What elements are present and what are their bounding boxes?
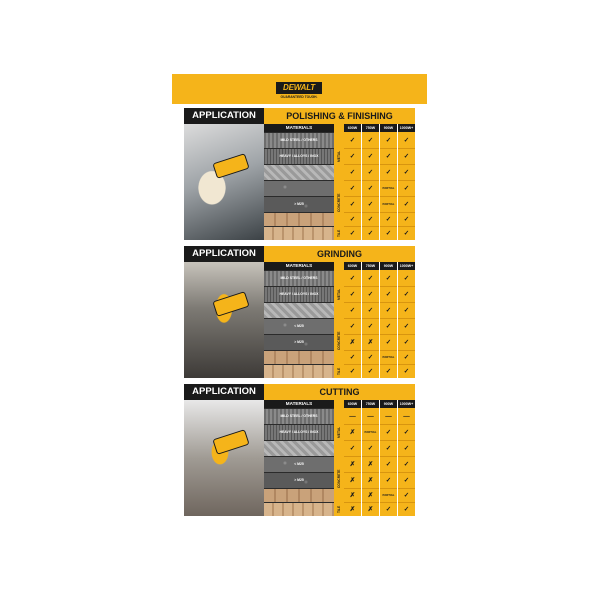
angle-grinder-icon bbox=[212, 153, 249, 179]
cell-divider bbox=[398, 364, 415, 365]
rating-cell: ✓ bbox=[403, 185, 410, 192]
rating-cell: ✓ bbox=[385, 429, 392, 436]
rating-cell: — bbox=[403, 413, 410, 420]
power-column bbox=[344, 400, 361, 516]
section-header bbox=[172, 246, 427, 262]
rating-cell: ✓ bbox=[349, 323, 356, 330]
rating-cell: ✓ bbox=[403, 230, 410, 237]
material-row bbox=[264, 473, 334, 488]
materials-column bbox=[264, 400, 334, 516]
material-label: HEAVY / ALLOYS / INOX bbox=[279, 154, 319, 158]
rating-cell: ✓ bbox=[403, 339, 410, 346]
cell-divider bbox=[398, 424, 415, 425]
cell-divider bbox=[362, 148, 379, 149]
rating-cell: ✗ bbox=[349, 461, 356, 468]
category-label: TILE bbox=[337, 505, 341, 513]
material-label bbox=[264, 365, 334, 378]
material-label bbox=[264, 213, 334, 226]
rating-cell: ✓ bbox=[403, 169, 410, 176]
brand-logo bbox=[275, 81, 323, 95]
cell-divider bbox=[344, 364, 361, 365]
cell-divider bbox=[362, 472, 379, 473]
rating-cell: — bbox=[385, 413, 392, 420]
power-header: 1000W+ bbox=[399, 126, 414, 130]
materials-column bbox=[264, 262, 334, 378]
material-label bbox=[264, 441, 334, 456]
rating-cell: ✓ bbox=[367, 169, 374, 176]
application-title: CUTTING bbox=[264, 384, 415, 400]
rating-cell: ✓ bbox=[385, 169, 392, 176]
cell-divider bbox=[380, 334, 397, 335]
cell-divider bbox=[380, 424, 397, 425]
category-label: CONCRETE bbox=[337, 193, 341, 213]
cutting-photo bbox=[184, 400, 264, 516]
material-label: HEAVY / ALLOYS / INOX bbox=[279, 292, 319, 296]
category-column bbox=[334, 400, 344, 516]
cell-divider bbox=[398, 456, 415, 457]
material-row bbox=[264, 489, 334, 502]
rating-cell: PARTIAL bbox=[382, 493, 395, 497]
cell-divider bbox=[380, 164, 397, 165]
material-label bbox=[264, 303, 334, 318]
category-label: TILE bbox=[337, 367, 341, 375]
rating-cell: ✓ bbox=[349, 201, 356, 208]
rating-cell: ✓ bbox=[403, 137, 410, 144]
cell-divider bbox=[398, 318, 415, 319]
power-column bbox=[344, 124, 361, 240]
cell-divider bbox=[398, 164, 415, 165]
category-label: METAL bbox=[337, 426, 341, 439]
rating-cell: ✓ bbox=[367, 445, 374, 452]
rating-cell: ✓ bbox=[349, 307, 356, 314]
rating-cell: — bbox=[349, 413, 356, 420]
materials-header: MATERIALS bbox=[264, 262, 334, 270]
power-column bbox=[362, 124, 379, 240]
rating-cell: ✓ bbox=[367, 230, 374, 237]
compatibility-table bbox=[264, 400, 415, 516]
rating-cell: ✓ bbox=[403, 354, 410, 361]
angle-grinder-icon bbox=[212, 429, 249, 455]
power-header: 1000W+ bbox=[399, 402, 414, 406]
cell-divider bbox=[344, 180, 361, 181]
rating-cell: ✓ bbox=[367, 137, 374, 144]
rating-cell: ✓ bbox=[403, 216, 410, 223]
rating-cell: PARTIAL bbox=[382, 355, 395, 359]
material-label: MILD STEEL / OTHERS bbox=[280, 138, 318, 142]
material-row bbox=[264, 351, 334, 364]
material-row bbox=[264, 441, 334, 456]
material-label: < M25 bbox=[294, 324, 304, 328]
cell-divider bbox=[344, 440, 361, 441]
rating-cell: ✓ bbox=[403, 477, 410, 484]
cell-divider bbox=[344, 226, 361, 227]
rating-cell: ✓ bbox=[367, 153, 374, 160]
material-label: HEAVY / ALLOYS / INOX bbox=[279, 430, 319, 434]
cell-divider bbox=[398, 488, 415, 489]
rating-cell: ✓ bbox=[385, 368, 392, 375]
cell-divider bbox=[380, 502, 397, 503]
rating-cell: ✓ bbox=[403, 201, 410, 208]
cell-divider bbox=[398, 148, 415, 149]
power-header: 750W bbox=[362, 262, 379, 270]
cell-divider bbox=[380, 180, 397, 181]
power-header: 750W bbox=[362, 400, 379, 408]
category-column bbox=[334, 124, 344, 240]
cell-divider bbox=[398, 226, 415, 227]
rating-cell: PARTIAL bbox=[382, 186, 395, 190]
cell-divider bbox=[344, 502, 361, 503]
material-row bbox=[264, 271, 334, 286]
rating-cell: ✗ bbox=[349, 477, 356, 484]
cell-divider bbox=[344, 350, 361, 351]
cell-divider bbox=[398, 334, 415, 335]
cell-divider bbox=[380, 196, 397, 197]
rating-cell: PARTIAL bbox=[382, 202, 395, 206]
rating-cell: ✓ bbox=[367, 307, 374, 314]
angle-grinder-icon bbox=[212, 291, 249, 317]
rating-cell: ✗ bbox=[349, 339, 356, 346]
material-row bbox=[264, 457, 334, 472]
material-row bbox=[264, 133, 334, 148]
material-row bbox=[264, 181, 334, 196]
cell-divider bbox=[380, 440, 397, 441]
material-label bbox=[264, 489, 334, 502]
power-column bbox=[398, 400, 415, 516]
cell-divider bbox=[380, 226, 397, 227]
power-column bbox=[380, 400, 397, 516]
polishing-photo bbox=[184, 124, 264, 240]
cell-divider bbox=[344, 148, 361, 149]
cell-divider bbox=[380, 456, 397, 457]
material-row bbox=[264, 425, 334, 440]
rating-cell: ✗ bbox=[349, 429, 356, 436]
material-row bbox=[264, 197, 334, 212]
rating-cell: ✗ bbox=[367, 339, 374, 346]
rating-cell: ✓ bbox=[349, 216, 356, 223]
material-row bbox=[264, 503, 334, 516]
power-header: 900W bbox=[380, 400, 397, 408]
cell-divider bbox=[344, 488, 361, 489]
application-section bbox=[172, 384, 427, 519]
product-poster bbox=[172, 74, 427, 514]
cell-divider bbox=[398, 502, 415, 503]
rating-cell: ✗ bbox=[349, 506, 356, 513]
materials-header: MATERIALS bbox=[264, 124, 334, 132]
application-title: POLISHING & FINISHING bbox=[264, 108, 415, 124]
rating-cell: ✓ bbox=[403, 461, 410, 468]
rating-cell: ✓ bbox=[403, 275, 410, 282]
cell-divider bbox=[362, 334, 379, 335]
rating-cell: ✓ bbox=[367, 275, 374, 282]
rating-cell: ✗ bbox=[367, 506, 374, 513]
rating-cell: ✓ bbox=[385, 339, 392, 346]
rating-cell: ✓ bbox=[349, 354, 356, 361]
material-label bbox=[264, 181, 334, 196]
power-header: 600W bbox=[344, 400, 361, 408]
compatibility-table bbox=[264, 262, 415, 378]
material-label: MILD STEEL / OTHERS bbox=[280, 276, 318, 280]
brand-tagline: GUARANTEED TOUGH. bbox=[280, 95, 318, 99]
cell-divider bbox=[380, 350, 397, 351]
cell-divider bbox=[362, 456, 379, 457]
cell-divider bbox=[344, 196, 361, 197]
rating-cell: ✓ bbox=[403, 368, 410, 375]
power-column bbox=[380, 262, 397, 378]
rating-cell: ✓ bbox=[349, 291, 356, 298]
cell-divider bbox=[362, 180, 379, 181]
rating-cell: ✓ bbox=[403, 291, 410, 298]
material-label: < M25 bbox=[294, 462, 304, 466]
cell-divider bbox=[398, 286, 415, 287]
rating-cell: ✓ bbox=[403, 153, 410, 160]
rating-cell: ✓ bbox=[349, 153, 356, 160]
material-row bbox=[264, 213, 334, 226]
section-header bbox=[172, 108, 427, 124]
category-label: METAL bbox=[337, 150, 341, 163]
category-label: METAL bbox=[337, 288, 341, 301]
rating-cell: ✗ bbox=[349, 492, 356, 499]
material-row bbox=[264, 409, 334, 424]
material-label: > M25 bbox=[294, 202, 304, 206]
rating-cell: ✓ bbox=[385, 307, 392, 314]
material-row bbox=[264, 149, 334, 164]
cell-divider bbox=[362, 226, 379, 227]
rating-cell: ✓ bbox=[349, 275, 356, 282]
rating-cell: ✓ bbox=[367, 291, 374, 298]
brand-banner bbox=[172, 74, 427, 104]
cell-divider bbox=[398, 212, 415, 213]
category-label: TILE bbox=[337, 229, 341, 237]
rating-cell: ✓ bbox=[349, 169, 356, 176]
application-label: APPLICATION bbox=[184, 246, 264, 262]
cell-divider bbox=[380, 488, 397, 489]
category-label: CONCRETE bbox=[337, 331, 341, 351]
power-column bbox=[398, 262, 415, 378]
rating-cell: ✓ bbox=[385, 461, 392, 468]
power-header: 750W bbox=[362, 124, 379, 132]
rating-cell: ✓ bbox=[367, 201, 374, 208]
brand-logo-text: DEWALT bbox=[283, 83, 315, 92]
material-row bbox=[264, 287, 334, 302]
rating-cell: ✓ bbox=[385, 323, 392, 330]
rating-cell: ✓ bbox=[385, 275, 392, 282]
power-header: 600W bbox=[344, 124, 361, 132]
section-header bbox=[172, 384, 427, 400]
rating-cell: ✗ bbox=[367, 492, 374, 499]
cell-divider bbox=[344, 286, 361, 287]
material-label bbox=[264, 227, 334, 240]
cell-divider bbox=[398, 440, 415, 441]
application-section bbox=[172, 246, 427, 381]
power-column bbox=[344, 262, 361, 378]
category-column bbox=[334, 262, 344, 378]
rating-cell: PARTIAL bbox=[364, 430, 377, 434]
material-row bbox=[264, 365, 334, 378]
rating-cell: ✓ bbox=[403, 492, 410, 499]
cell-divider bbox=[362, 502, 379, 503]
cell-divider bbox=[398, 196, 415, 197]
material-label bbox=[264, 503, 334, 516]
power-column bbox=[380, 124, 397, 240]
cell-divider bbox=[362, 364, 379, 365]
rating-cell: ✓ bbox=[349, 185, 356, 192]
category-label: CONCRETE bbox=[337, 469, 341, 489]
cell-divider bbox=[362, 318, 379, 319]
cell-divider bbox=[380, 318, 397, 319]
cell-divider bbox=[344, 472, 361, 473]
material-label bbox=[264, 351, 334, 364]
rating-cell: ✓ bbox=[367, 354, 374, 361]
cell-divider bbox=[344, 164, 361, 165]
cell-divider bbox=[398, 302, 415, 303]
compatibility-table bbox=[264, 124, 415, 240]
power-header: 600W bbox=[344, 262, 361, 270]
cell-divider bbox=[344, 318, 361, 319]
cell-divider bbox=[362, 440, 379, 441]
rating-cell: ✓ bbox=[385, 137, 392, 144]
cell-divider bbox=[344, 212, 361, 213]
power-column bbox=[362, 400, 379, 516]
rating-cell: ✓ bbox=[349, 368, 356, 375]
power-column bbox=[398, 124, 415, 240]
rating-cell: ✗ bbox=[367, 461, 374, 468]
materials-column bbox=[264, 124, 334, 240]
cell-divider bbox=[344, 456, 361, 457]
rating-cell: ✓ bbox=[385, 153, 392, 160]
rating-cell: ✓ bbox=[403, 506, 410, 513]
material-row bbox=[264, 227, 334, 240]
rating-cell: ✓ bbox=[349, 137, 356, 144]
power-header: 900W bbox=[380, 262, 397, 270]
rating-cell: — bbox=[367, 413, 374, 420]
cell-divider bbox=[344, 302, 361, 303]
cell-divider bbox=[344, 334, 361, 335]
material-row bbox=[264, 303, 334, 318]
rating-cell: ✓ bbox=[385, 291, 392, 298]
material-label: > M25 bbox=[294, 478, 304, 482]
cell-divider bbox=[362, 488, 379, 489]
cell-divider bbox=[362, 286, 379, 287]
cell-divider bbox=[362, 424, 379, 425]
application-label: APPLICATION bbox=[184, 108, 264, 124]
cell-divider bbox=[398, 350, 415, 351]
rating-cell: ✓ bbox=[403, 323, 410, 330]
rating-cell: ✓ bbox=[367, 368, 374, 375]
cell-divider bbox=[344, 424, 361, 425]
materials-header: MATERIALS bbox=[264, 400, 334, 408]
rating-cell: ✓ bbox=[403, 307, 410, 314]
cell-divider bbox=[362, 212, 379, 213]
material-row bbox=[264, 335, 334, 350]
cell-divider bbox=[398, 180, 415, 181]
cell-divider bbox=[362, 302, 379, 303]
rating-cell: ✓ bbox=[349, 445, 356, 452]
cell-divider bbox=[362, 196, 379, 197]
material-label: MILD STEEL / OTHERS bbox=[280, 414, 318, 418]
rating-cell: ✓ bbox=[349, 230, 356, 237]
rating-cell: ✗ bbox=[367, 477, 374, 484]
cell-divider bbox=[380, 286, 397, 287]
rating-cell: ✓ bbox=[367, 216, 374, 223]
rating-cell: ✓ bbox=[385, 477, 392, 484]
rating-cell: ✓ bbox=[367, 185, 374, 192]
grinding-photo bbox=[184, 262, 264, 378]
cell-divider bbox=[380, 212, 397, 213]
rating-cell: ✓ bbox=[403, 445, 410, 452]
cell-divider bbox=[380, 302, 397, 303]
rating-cell: ✓ bbox=[385, 506, 392, 513]
rating-cell: ✓ bbox=[385, 445, 392, 452]
material-label bbox=[264, 165, 334, 180]
power-header: 1000W+ bbox=[399, 264, 414, 268]
rating-cell: ✓ bbox=[385, 230, 392, 237]
cell-divider bbox=[380, 364, 397, 365]
application-title: GRINDING bbox=[264, 246, 415, 262]
application-section bbox=[172, 108, 427, 243]
rating-cell: ✓ bbox=[403, 429, 410, 436]
cell-divider bbox=[380, 148, 397, 149]
rating-cell: ✓ bbox=[385, 216, 392, 223]
application-label: APPLICATION bbox=[184, 384, 264, 400]
cell-divider bbox=[362, 164, 379, 165]
cell-divider bbox=[398, 472, 415, 473]
material-label: > M25 bbox=[294, 340, 304, 344]
rating-cell: ✓ bbox=[367, 323, 374, 330]
power-column bbox=[362, 262, 379, 378]
material-row bbox=[264, 319, 334, 334]
material-row bbox=[264, 165, 334, 180]
cell-divider bbox=[380, 472, 397, 473]
power-header: 900W bbox=[380, 124, 397, 132]
cell-divider bbox=[362, 350, 379, 351]
